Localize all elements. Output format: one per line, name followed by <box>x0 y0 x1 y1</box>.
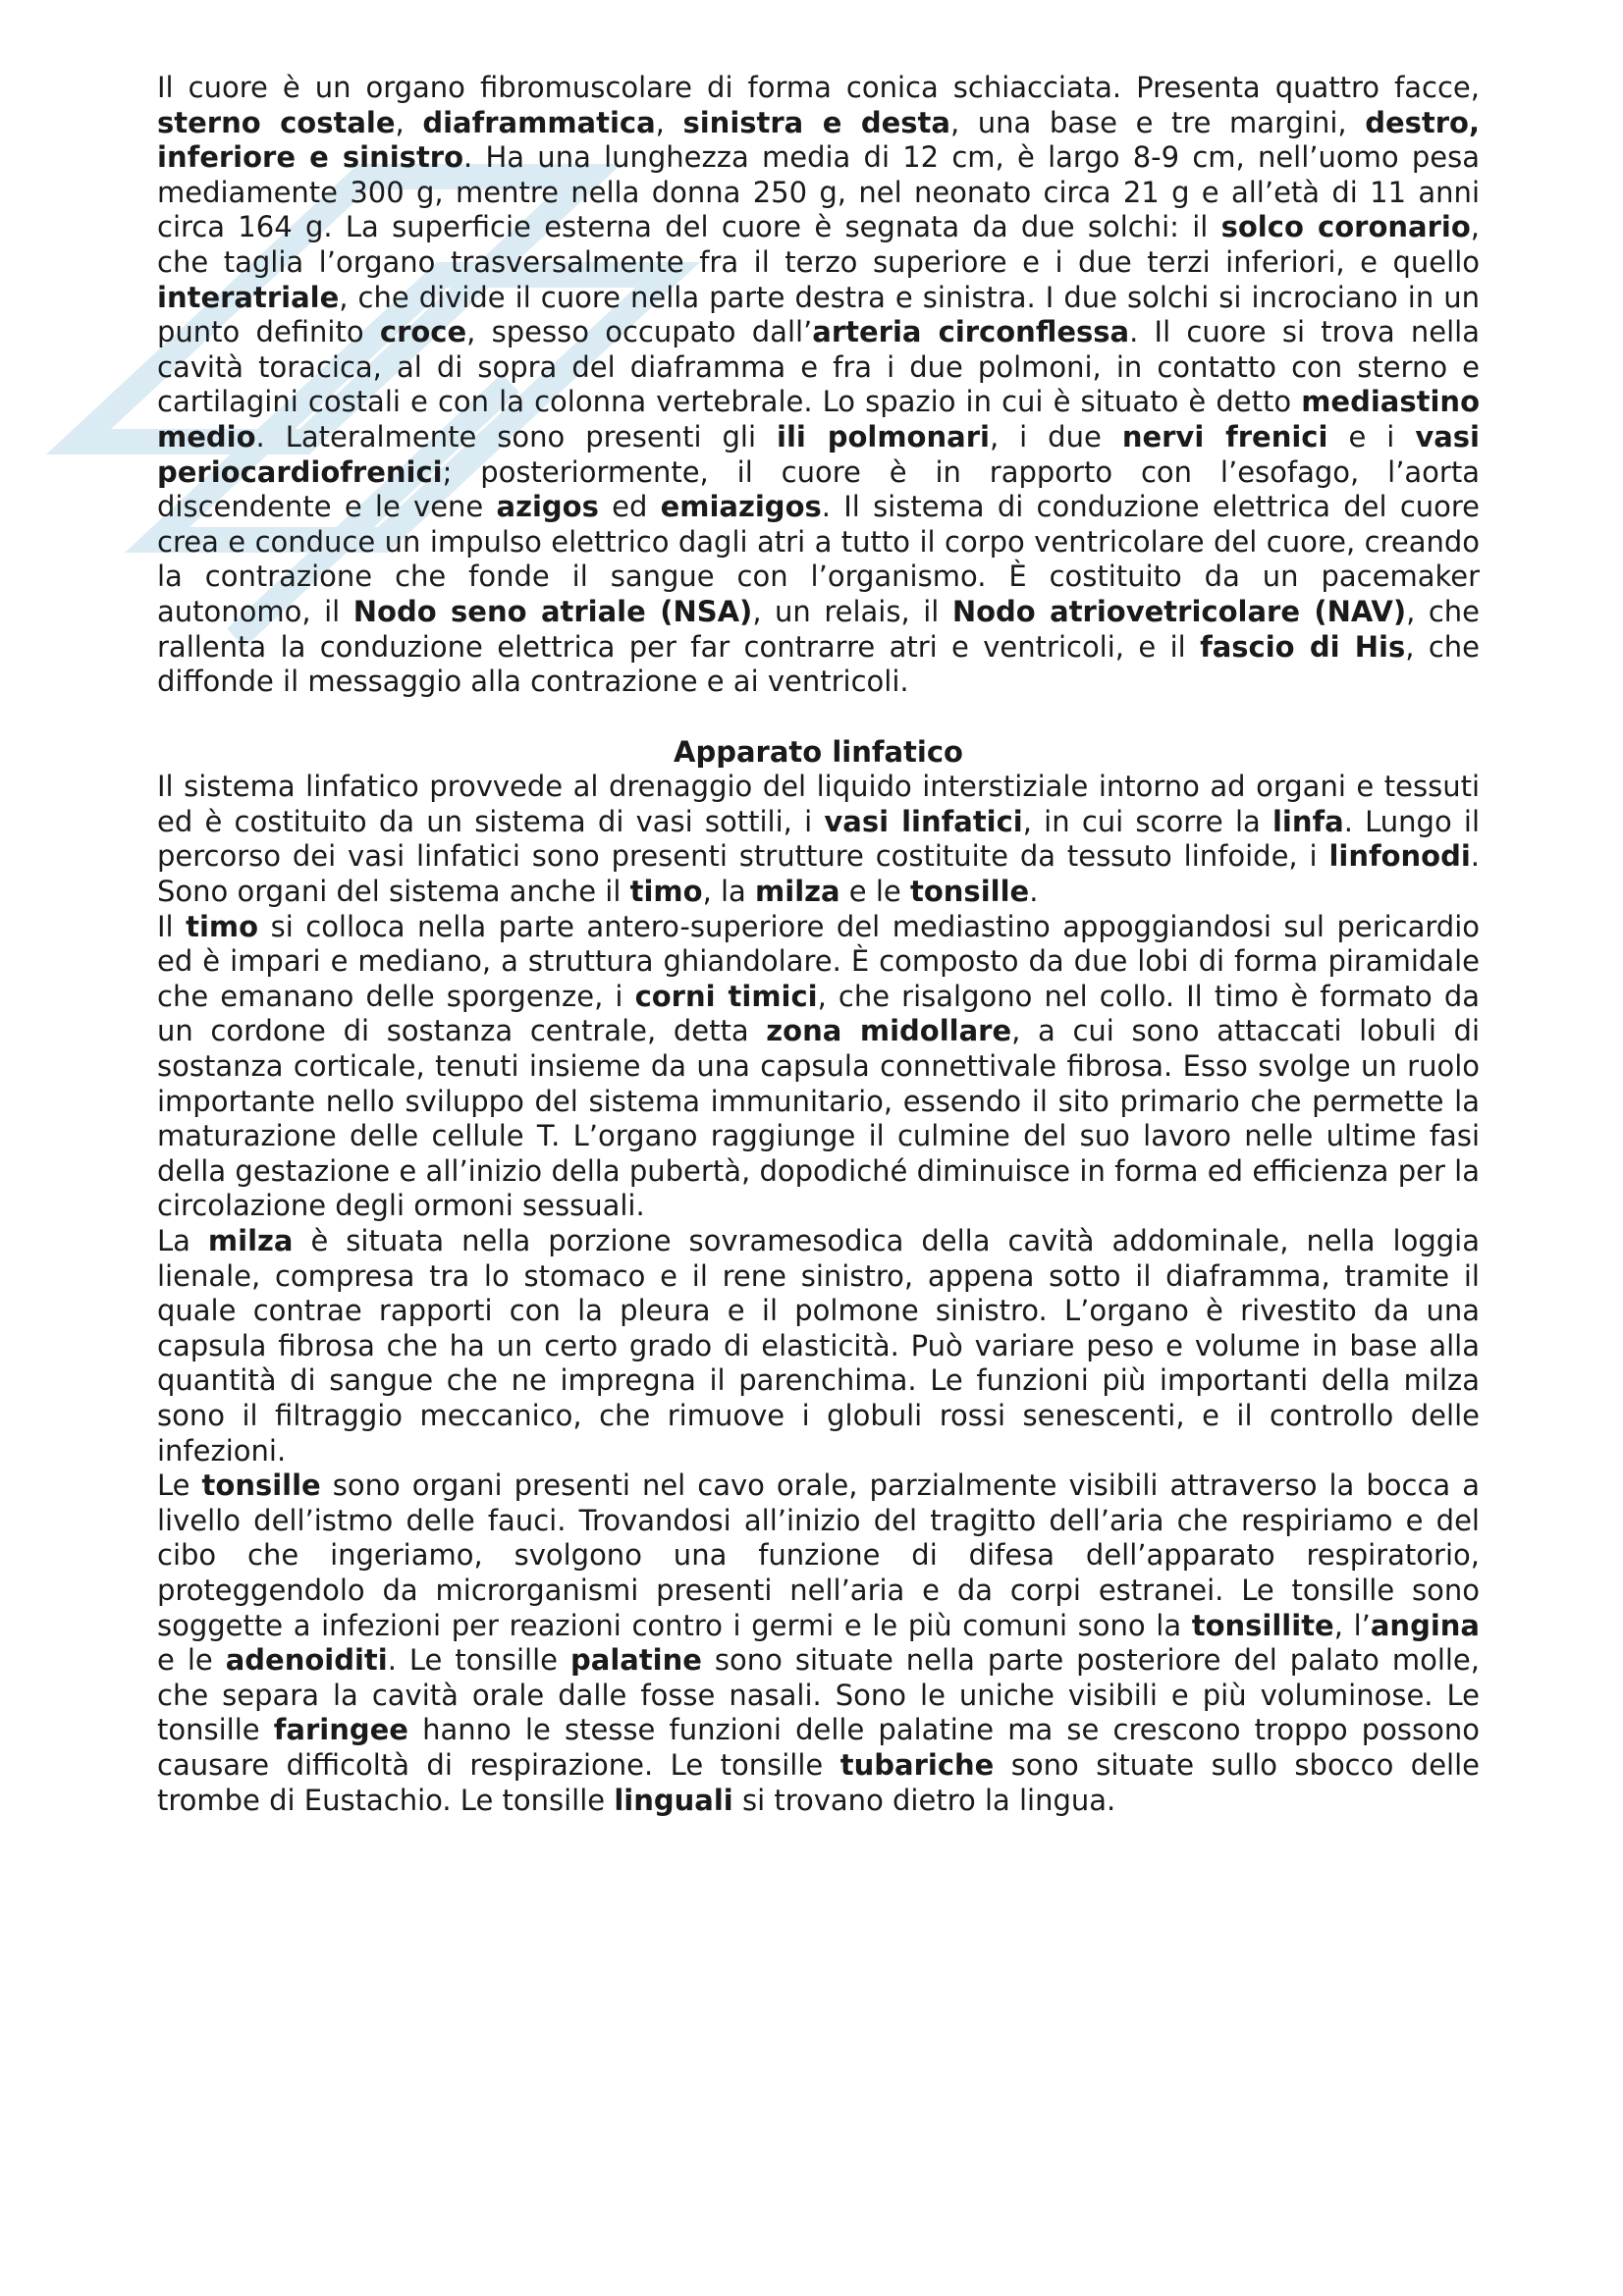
bold-term: vasi periocardiofrenici <box>157 419 1480 489</box>
text-run: Il sistema linfatico provvede al drenaggio del liquido interstiziale intorno ad organi e tessuti ed è costituito da un sistema di vasi sottili, i <box>157 770 1480 838</box>
text-run: e le <box>157 1643 226 1678</box>
text-run: , la <box>702 875 756 909</box>
bold-term: angina <box>1370 1608 1480 1642</box>
bold-term: linguali <box>614 1783 733 1817</box>
text-run: Il <box>157 909 187 943</box>
text-run: , che diffonde il messaggio alla contrazione e ai ventricoli. <box>157 629 1480 699</box>
text-run: , che rallenta la conduzione elettrica per far contrarre atri e ventricoli, e il <box>157 594 1481 664</box>
text-run: e le <box>839 875 910 909</box>
text-run: . Lateralmente sono presenti gli <box>255 419 778 454</box>
text-run: si colloca nella parte antero-superiore del mediastino appoggiandosi sul pericardio ed è impari e mediano, a struttura ghiandolare. È composto da due lobi di forma piramidale che emanano delle sporgenze, i <box>157 909 1481 1013</box>
text-run: , che taglia l’organo trasversalmente fra il terzo superiore e i due terzi inferiori, e quello <box>157 210 1480 279</box>
bold-term: sinistra e desta <box>682 105 950 139</box>
text-run: , spesso occupato dall’ <box>466 315 813 349</box>
paragraph-sistema-linfatico <box>157 770 1480 909</box>
text-run: , un relais, il <box>752 594 952 628</box>
bold-term: faringee <box>273 1713 408 1747</box>
bold-term: tubariche <box>839 1747 995 1782</box>
bold-term: milza <box>207 1224 294 1257</box>
bold-term: tonsillite <box>1191 1608 1334 1642</box>
text-run: sono organi presenti nel cavo orale, parzialmente visibili attraverso la bocca a livello dell’istmo delle fauci. Trovandosi all’inizio del tragitto dell’aria che respiriamo e del cibo che ingeriamo, svolgono una funzione di difesa dell’apparato respiratorio, proteggendolo da microrganismi presenti nell’aria e da corpi estranei. Le tonsille sono soggette a infezioni per reazioni contro i germi e le più comuni sono la <box>157 1468 1480 1642</box>
text-run: hanno le stesse funzioni delle palatine ma se crescono troppo possono causare difficoltà di respirazione. Le tonsille <box>157 1713 1481 1782</box>
text-run: Le <box>157 1468 202 1503</box>
bold-term: solco coronario <box>1220 210 1471 244</box>
bold-term: interatriale <box>157 280 340 314</box>
bold-term: milza <box>755 875 840 909</box>
bold-term: arteria circonflessa <box>812 315 1130 349</box>
text-run: si trovano dietro la lingua. <box>732 1783 1116 1817</box>
text-run: , una base e tre margini, <box>949 105 1366 139</box>
bold-term: azigos <box>496 490 599 524</box>
bold-term: nervi frenici <box>1121 419 1328 454</box>
text-run: sono situate sullo sbocco delle trombe di Eustachio. Le tonsille <box>157 1747 1480 1817</box>
text-run: e i <box>1327 419 1416 454</box>
bold-term: croce <box>379 315 467 349</box>
bold-term: corni timici <box>634 979 818 1013</box>
paragraph-cuore <box>157 71 1480 700</box>
bold-term: destro, inferiore e sinistro <box>157 105 1480 175</box>
text-run: . <box>1029 875 1039 909</box>
bold-term: emiazigos <box>660 490 822 524</box>
text-run: . Ha una lunghezza media di 12 cm, è largo 8-9 cm, nell’uomo pesa mediamente 300 g, mentre nella donna 250 g, nel neonato circa 21 g e all’età di 11 anni circa 164 g. La superficie esterna del cuore è segnata da due solchi: il <box>157 140 1480 244</box>
text-run: ed <box>598 490 661 524</box>
bold-term: timo <box>186 909 259 943</box>
bold-term: vasi linfatici <box>824 804 1023 838</box>
text-run: . Il cuore si trova nella cavità toracica, al di sopra del diaframma e fra i due polmoni, in contatto con sterno e cartilagini costali e con la colonna vertebrale. Lo spazio in cui è situato è detto <box>157 315 1480 419</box>
section-title: Apparato linfatico <box>674 734 963 769</box>
bold-term: linfa <box>1271 804 1344 838</box>
bold-term: sterno costale <box>157 105 396 139</box>
text-run: . Sono organi del sistema anche il <box>157 839 1480 909</box>
text-run: . Lungo il percorso dei vasi linfatici sono presenti strutture costituite da tessuto linfoide, i <box>157 804 1481 874</box>
text-run: . Le tonsille <box>387 1643 570 1678</box>
text-run: La <box>157 1224 208 1257</box>
bold-term: linfonodi <box>1328 839 1471 874</box>
bold-term: tonsille <box>201 1468 321 1503</box>
text-run: sono situate nella parte posteriore del palato molle, che separa la cavità orale dalle fosse nasali. Sono le uniche visibili e più voluminose. Le tonsille <box>157 1643 1480 1747</box>
bold-term: ili polmonari <box>777 419 990 454</box>
text-run: , a cui sono attaccati lobuli di sostanza corticale, tenuti insieme da una capsula connettivale fibrosa. Esso svolge un ruolo importante nello sviluppo del sistema immunitario, essendo il sito primario che permette la maturazione delle cellule T. L’organo raggiunge il culmine del suo lavoro nelle ultime fasi della gestazione e all’inizio della pubertà, dopodiché diminuisce in forma ed efficienza per la circolazione degli ormoni sessuali. <box>157 1014 1481 1223</box>
text-run: , che divide il cuore nella parte destra e sinistra. I due solchi si incrociano in un punto definito <box>157 280 1480 349</box>
text-run: , <box>395 105 423 139</box>
text-run: , in cui scorre la <box>1022 804 1272 838</box>
text-run: . Il sistema di conduzione elettrica del cuore crea e conduce un impulso elettrico dagli atri a tutto il corpo ventricolare del cuore, creando la contrazione che fonde il sangue con l’organismo. È costituito da un pacemaker autonomo, il <box>157 490 1481 628</box>
text-run: , <box>655 105 683 139</box>
bold-term: mediastino medio <box>157 385 1480 454</box>
text-run: , i due <box>989 419 1122 454</box>
text-run: Il cuore è un organo fibromuscolare di forma conica schiacciata. Presenta quattro facce, <box>157 71 1480 104</box>
bold-term: tonsille <box>910 875 1030 909</box>
bold-term: palatine <box>569 1643 702 1678</box>
paragraph-timo <box>157 910 1480 1224</box>
bold-term: adenoiditi <box>225 1643 388 1678</box>
bold-term: zona midollare <box>766 1014 1012 1048</box>
document-page <box>157 71 1480 1818</box>
text-run: , l’ <box>1333 1608 1371 1642</box>
bold-term: Nodo atriovetricolare (NAV) <box>951 594 1407 628</box>
bold-term: diaframmatica <box>422 105 656 139</box>
bold-term: Nodo seno atriale (NSA) <box>352 594 753 628</box>
text-run: , che risalgono nel collo. Il timo è formato da un cordone di sostanza centrale, detta <box>157 979 1480 1048</box>
paragraph-milza <box>157 1224 1480 1468</box>
bold-term: fascio di His <box>1200 629 1406 664</box>
bold-term: timo <box>629 875 703 909</box>
text-run: ; posteriormente, il cuore è in rapporto con l’esofago, l’aorta discendente e le vene <box>157 454 1480 524</box>
text-run: è situata nella porzione sovramesodica della cavità addominale, nella loggia lienale, compresa tra lo stomaco e il rene sinistro, appena sotto il diaframma, tramite il quale contrae rapporti con la pleura e il polmone sinistro. L’organo è rivestito da una capsula fibrosa che ha un certo grado di elasticità. Può variare peso e volume in base alla quantità di sangue che ne impregna il parenchima. Le funzioni più importanti della milza sono il filtraggio meccanico, che rimuove i globuli rossi senescenti, e il controllo delle infezioni. <box>157 1224 1480 1468</box>
paragraph-tonsille <box>157 1468 1480 1818</box>
